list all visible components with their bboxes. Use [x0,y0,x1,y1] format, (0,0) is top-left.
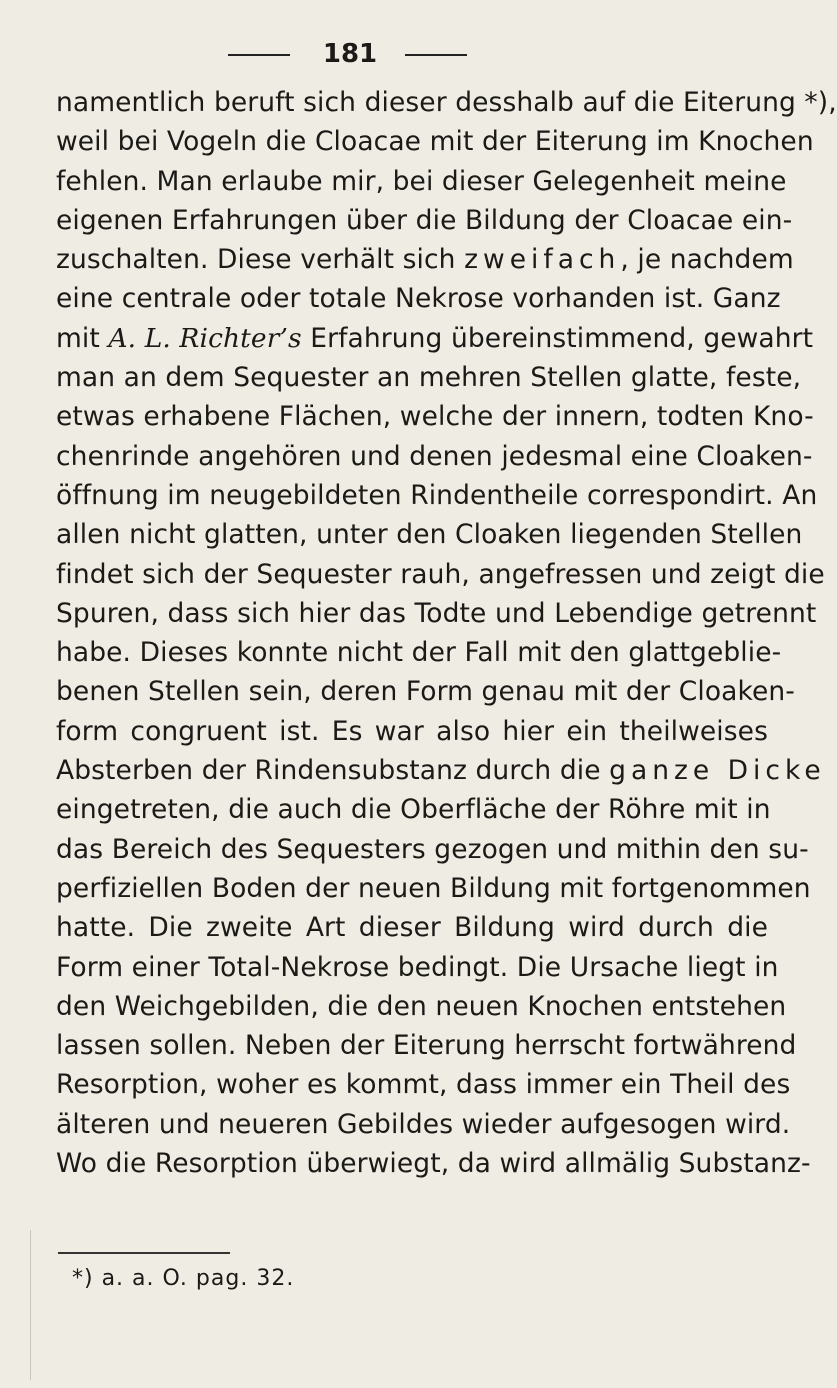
text-segment: Erfahrung übereinstimmend, gewahrt [310,322,814,354]
text-line: eingetreten, die auch die Oberfläche der Röhre mit in [56,794,771,826]
text-line: findet sich der Sequester rauh, angefressen und zeigt die [56,558,825,590]
text-line: fehlen. Man erlaube mir, bei dieser Gelegenheit meine [56,165,787,197]
text-segment: zuschalten. Diese verhält sich [56,244,456,276]
text-line: etwas erhabene Flächen, welche der innern, todten Kno- [56,401,814,433]
text-segment: , je nachdem [620,244,794,276]
text-line: lassen sollen. Neben der Eiterung herrscht fortwährend [56,1030,797,1062]
text-line: hatte. Die zweite Art dieser Bildung wird durch die [56,912,768,944]
text-line [56,319,814,358]
footnote: *) a. a. O. pag. 32. [72,1266,295,1291]
header-rule-right [405,54,467,56]
page-header [0,34,800,74]
italic-author-name: A. L. Richter’s [108,322,302,354]
text-line: habe. Dieses konnte nicht der Fall mit den glattgeblie- [56,637,782,669]
text-line: älteren und neueren Gebildes wieder aufgesogen wird. [56,1108,791,1140]
text-line: namentlich beruft sich dieser desshalb auf die Eiterung *), [56,87,837,118]
text-line: chenrinde angehören und denen jedesmal eine Cloaken- [56,440,813,472]
spaced-emphasis: ganze Dicke [609,755,826,787]
text-line [56,240,794,279]
text-line: Form einer Total-Nekrose bedingt. Die Ursache liegt in [56,951,779,983]
text-line: eigenen Erfahrungen über die Bildung der Cloacae ein- [56,204,793,236]
text-segment: Absterben der Rindensubstanz durch die [56,755,601,787]
text-line: weil bei Vogeln die Cloacae mit der Eiterung im Knochen [56,126,814,158]
text-line: form congruent ist. Es war also hier ein theilweises [56,715,768,747]
page-number: 181 [322,39,378,69]
text-line: eine centrale oder totale Nekrose vorhanden ist. Ganz [56,283,781,315]
text-line: Wo die Resorption überwiegt, da wird allmälig Substanz- [56,1148,811,1180]
footnote-rule [58,1252,230,1254]
text-line: perfiziellen Boden der neuen Bildung mit fortgenommen [56,872,811,904]
text-line: das Bereich des Sequesters gezogen und mithin den su- [56,833,809,865]
spaced-emphasis: zweifach [464,244,621,276]
text-line: benen Stellen sein, deren Form genau mit der Cloaken- [56,676,795,708]
text-line: allen nicht glatten, unter den Cloaken liegenden Stellen [56,519,803,551]
text-line: öffnung im neugebildeten Rindentheile correspondirt. An [56,479,818,511]
text-line: man an dem Sequester an mehren Stellen glatte, feste, [56,362,802,394]
text-segment: mit [56,322,100,354]
text-line [56,751,826,790]
text-line: Resorption, woher es kommt, dass immer ein Theil des [56,1069,791,1101]
page-edge-line [30,1230,31,1380]
text-line: den Weichgebilden, die den neuen Knochen entstehen [56,990,787,1022]
text-line: Spuren, dass sich hier das Todte und Lebendige getrennt [56,597,817,629]
body-text [56,83,837,1183]
